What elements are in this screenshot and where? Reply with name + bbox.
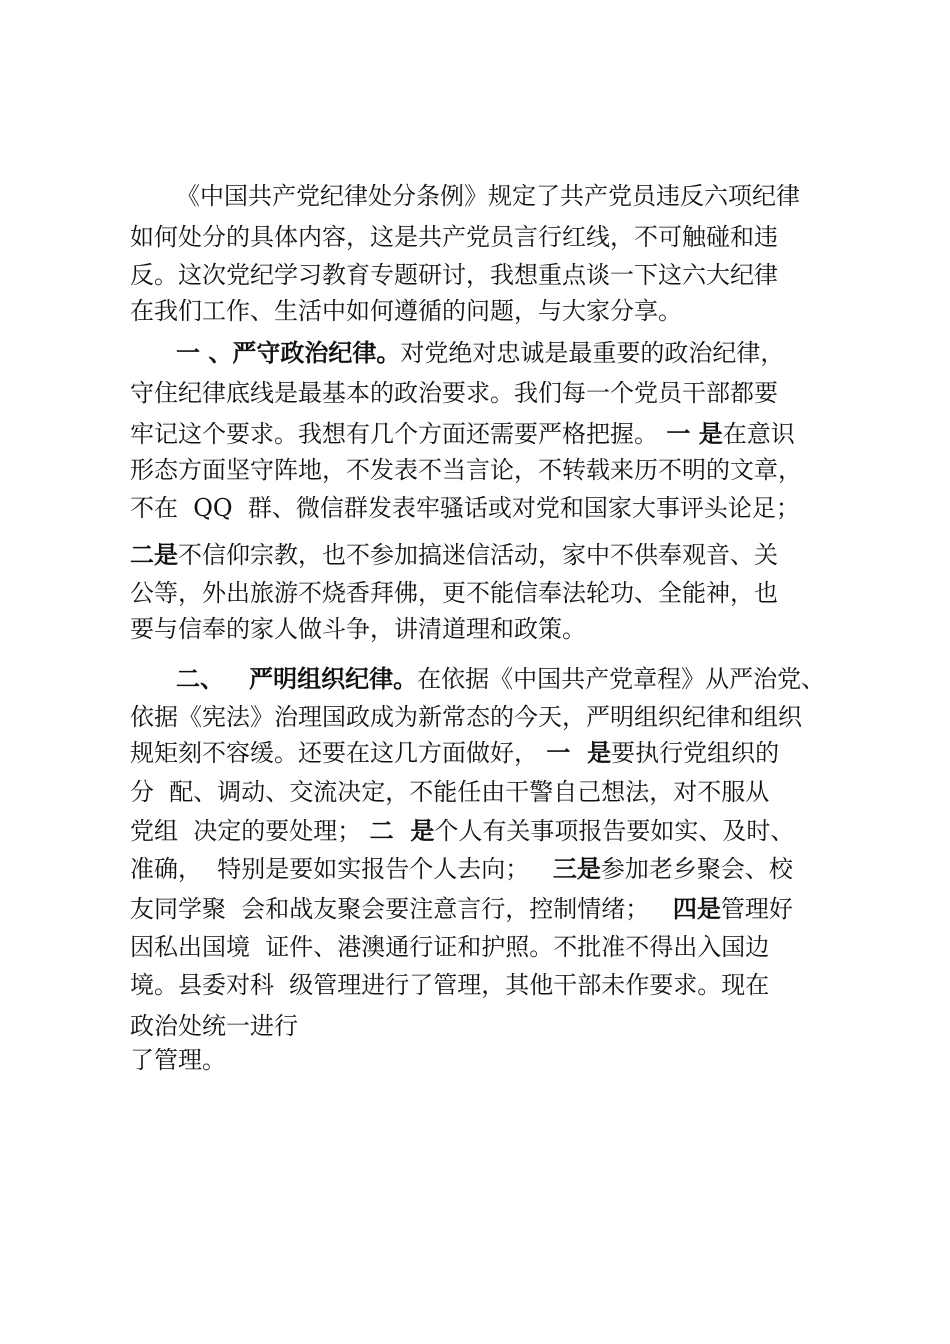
paragraph-3-line-5 bbox=[130, 816, 794, 846]
paragraph-2-line-1 bbox=[176, 338, 784, 368]
point-2-marker: 二是 bbox=[130, 540, 178, 569]
paragraph-3-line-6-tail: 参加老乡聚会、校 bbox=[600, 855, 793, 883]
paragraph-2-line-3-text: 牢记这个要求。我想有几个方面还需要严格把握。 bbox=[130, 420, 658, 448]
paragraph-1-line-4: 在我们工作、生活中如何遵循的问题，与大家分享。 bbox=[130, 297, 682, 325]
point-4-marker: 四是 bbox=[664, 894, 721, 923]
point-1-marker: 一 是 bbox=[538, 738, 612, 767]
paragraph-1-line-1: 《中国共产党纪律处分条例》规定了共产党员违反六项纪律 bbox=[176, 182, 800, 210]
paragraph-3-line-5-tail: 个人有关事项报告要如实、及时、 bbox=[434, 817, 795, 845]
paragraph-2-line-6 bbox=[130, 540, 778, 570]
paragraph-3-line-6 bbox=[130, 854, 793, 884]
paragraph-3-line-7-tail: 管理好 bbox=[720, 895, 793, 923]
paragraph-3-line-4: 分 配、调动、交流决定，不能任由干警自己想法，对不服从 bbox=[130, 778, 770, 806]
paragraph-2-line-3 bbox=[130, 419, 795, 449]
paragraph-3-line-9: 境。县委对科 级管理进行了管理，其他干部未作要求。现在 bbox=[130, 971, 770, 999]
section-1-heading: 一 、严守政治纪律。 bbox=[176, 338, 401, 367]
paragraph-2-line-5: 不在 QQ 群、微信群发表牢骚话或对党和国家大事评头论足； bbox=[130, 494, 800, 522]
paragraph-2-line-4: 形态方面坚守阵地，不发表不当言论，不转载来历不明的文章， bbox=[130, 456, 802, 484]
paragraph-3-line-7 bbox=[130, 894, 793, 924]
paragraph-3-line-2: 依据《宪法》治理国政成为新常态的今天，严明组织纪律和组织 bbox=[130, 703, 802, 731]
paragraph-2-line-6-text: 不信仰宗教，也不参加搞迷信活动，家中不供奉观音、关 bbox=[178, 541, 778, 569]
point-1-marker: 一 是 bbox=[658, 419, 723, 448]
paragraph-3-line-1 bbox=[176, 664, 825, 694]
paragraph-3-line-1-text: 在依据《中国共产党章程》从严治党、 bbox=[417, 665, 826, 693]
paragraph-3-line-6-text: 准确， 特别是要如实报告个人去向； bbox=[130, 855, 545, 883]
point-3-marker: 三是 bbox=[544, 854, 601, 883]
paragraph-3-line-8: 因私出国境 证件、港澳通行证和护照。不批准不得出入国边 bbox=[130, 933, 770, 961]
paragraph-2-line-8: 要与信奉的家人做斗争，讲清道理和政策。 bbox=[130, 615, 586, 643]
paragraph-3-line-7-text: 友同学聚 会和战友聚会要注意言行，控制情绪； bbox=[130, 895, 665, 923]
section-2-heading: 二、 严明组织纪律。 bbox=[176, 664, 418, 693]
paragraph-3-line-3-tail: 要执行党组织的 bbox=[611, 739, 780, 767]
paragraph-2-line-7: 公等，外出旅游不烧香拜佛，更不能信奉法轮功、全能神，也 bbox=[130, 579, 778, 607]
paragraph-1-line-2: 如何处分的具体内容，这是共产党员言行红线，不可触碰和违 bbox=[130, 223, 778, 251]
paragraph-1-line-3: 反。这次党纪学习教育专题研讨，我想重点谈一下这六大纪律 bbox=[130, 261, 778, 289]
point-2-marker: 二 是 bbox=[361, 816, 435, 845]
paragraph-3-line-3 bbox=[130, 738, 779, 768]
paragraph-2-line-2: 守住纪律底线是最基本的政治要求。我们每一个党员干部都要 bbox=[130, 379, 778, 407]
paragraph-3-line-3-text: 规矩刻不容缓。还要在这几方面做好， bbox=[130, 739, 538, 767]
paragraph-2-line-3-tail: 在意识 bbox=[722, 420, 795, 448]
paragraph-2-line-1-text: 对党绝对忠诚是最重要的政治纪律， bbox=[400, 339, 785, 367]
paragraph-3-line-10: 政治处统一进行 bbox=[130, 1012, 298, 1040]
paragraph-3-line-5-text: 党组 决定的要处理； bbox=[130, 817, 362, 845]
paragraph-3-line-11: 了管理。 bbox=[130, 1046, 226, 1074]
